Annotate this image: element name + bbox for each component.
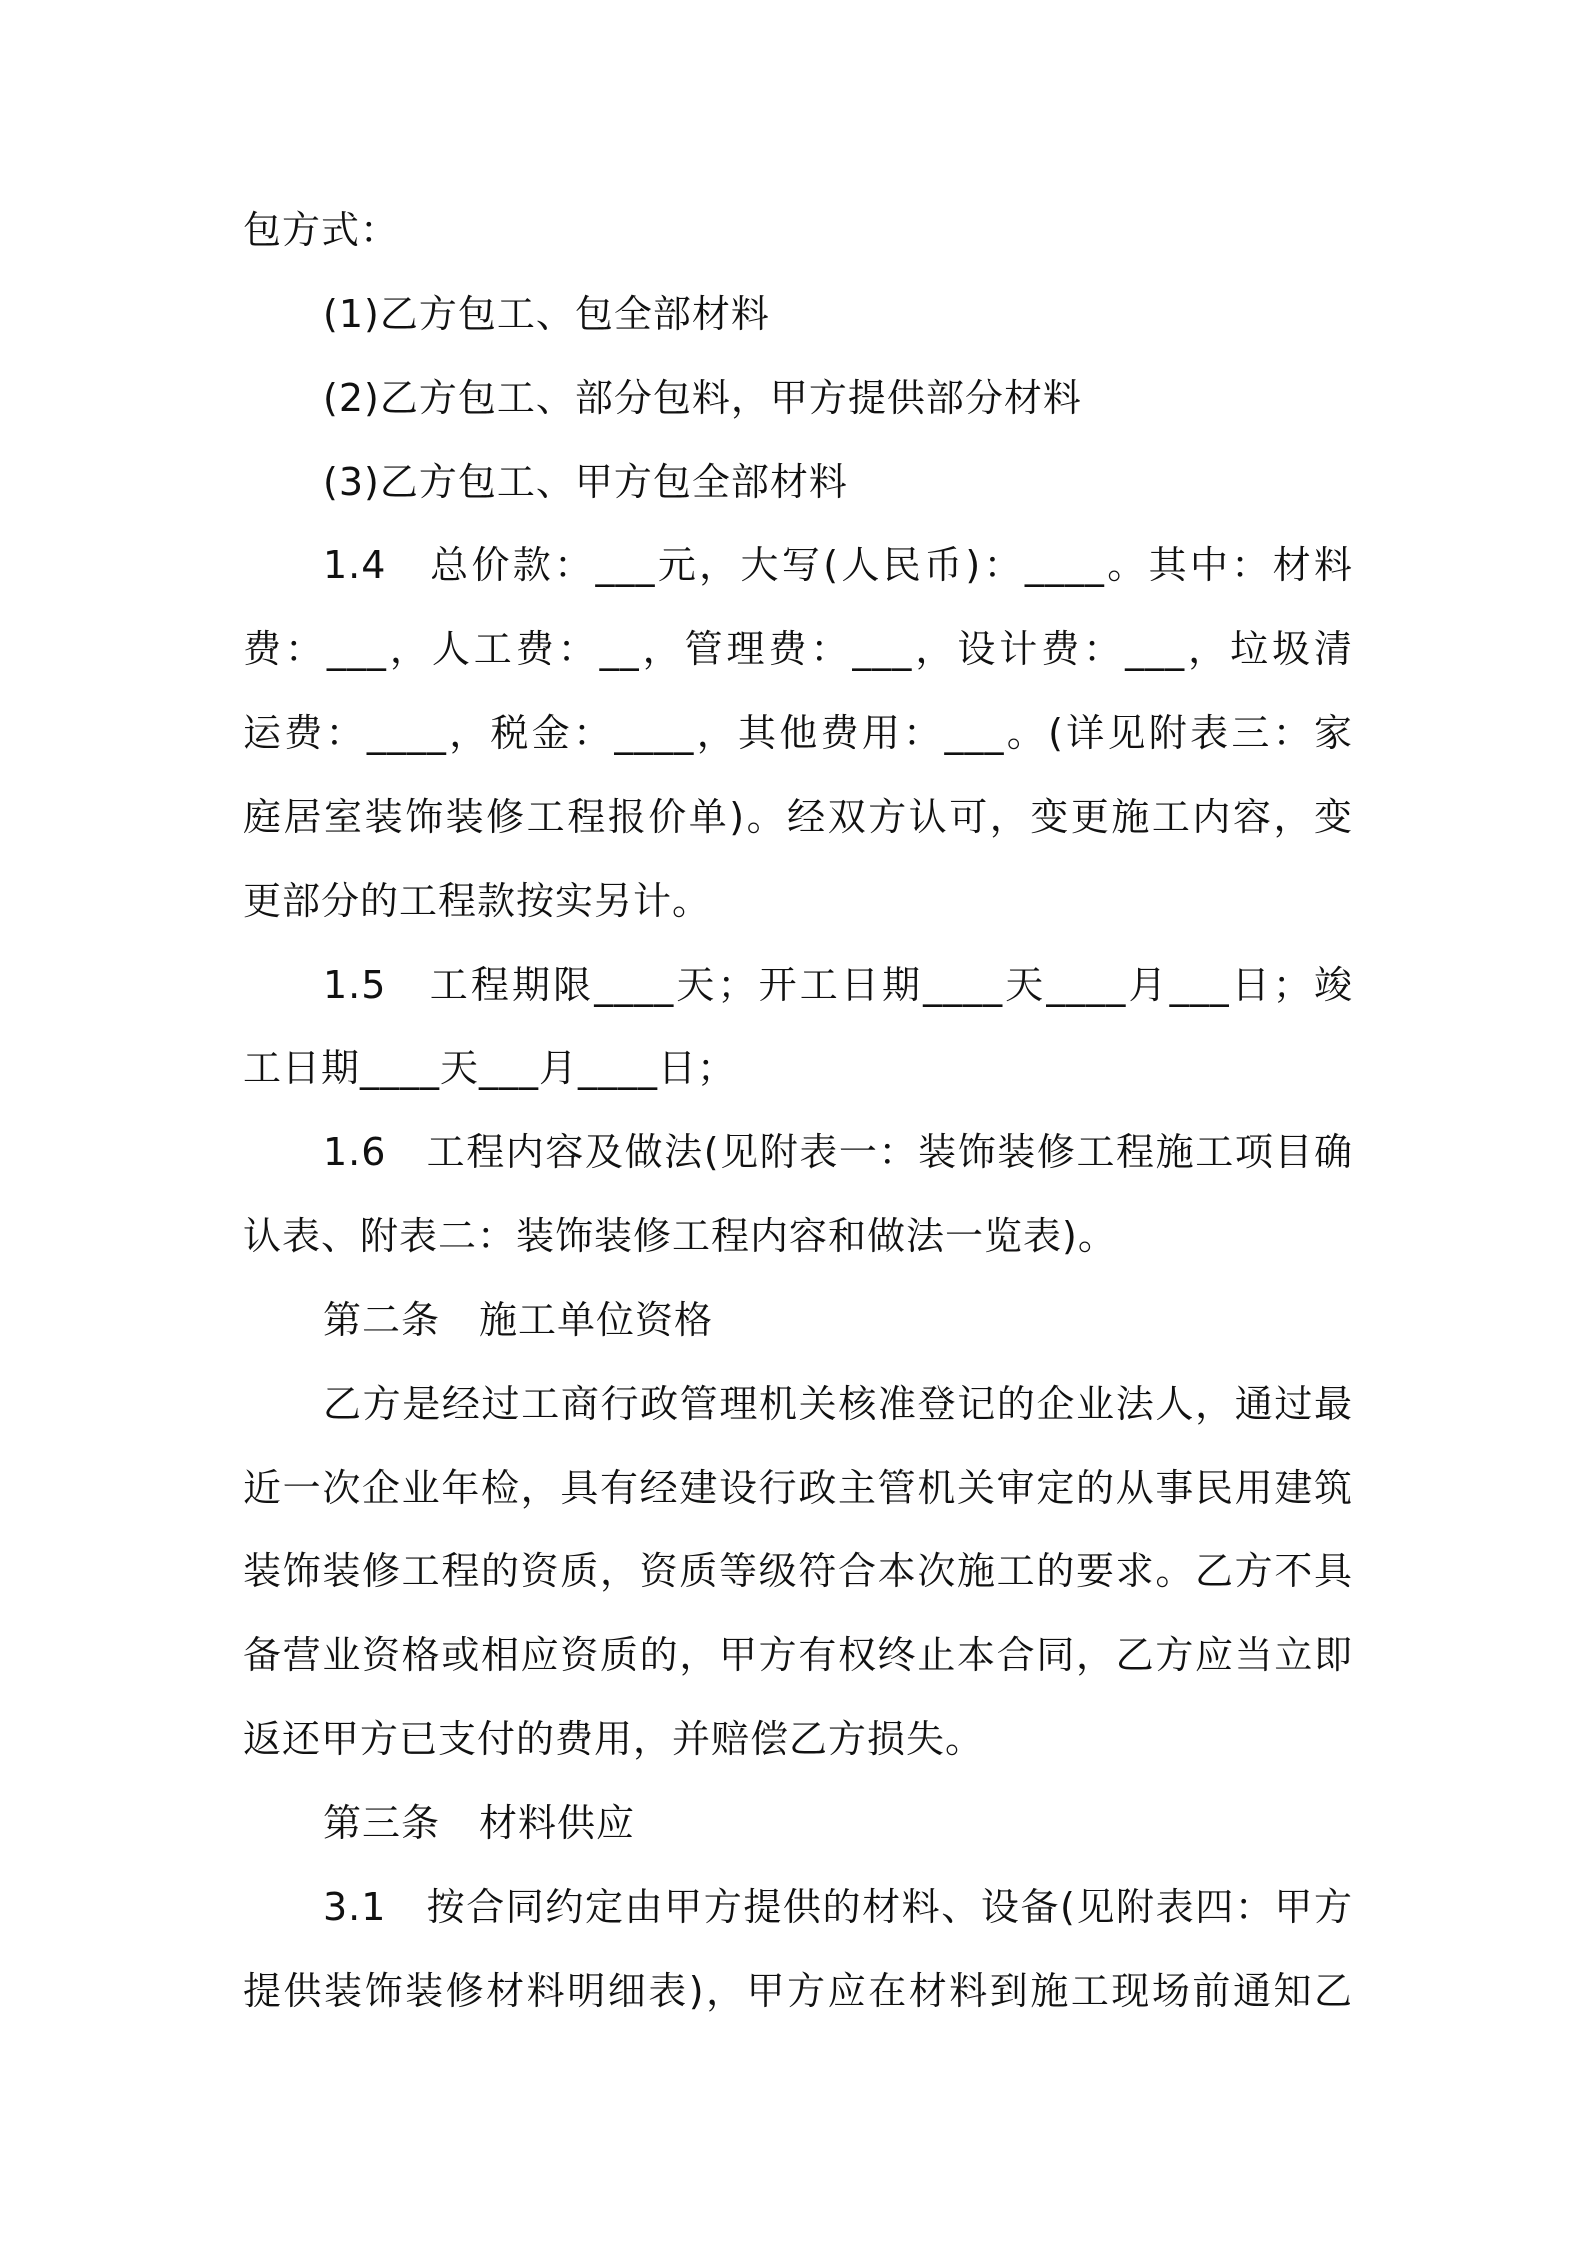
text-line-1-4-cost-breakdown: 费：___，人工费：__，管理费：___，设计费：___，垃圾清 xyxy=(243,627,1353,671)
text-line-1-5-completion-date: 工日期____天___月____日； xyxy=(243,1046,737,1090)
text-line-option-1: (1)乙方包工、包全部材料 xyxy=(323,292,770,336)
text-line-article-2-2: 近一次企业年检，具有经建设行政主管机关审定的从事民用建筑 xyxy=(243,1466,1353,1510)
text-line-1-4-price: 1.4 总价款：___元，大写(人民币)：____。其中：材料 xyxy=(323,543,1353,587)
section-heading-article-3: 第三条 材料供应 xyxy=(323,1801,636,1845)
text-line-1-4-fees: 运费：____，税金：____，其他费用：___。(详见附表三：家 xyxy=(243,711,1353,755)
text-line-article-2-3: 装饰装修工程的资质，资质等级符合本次施工的要求。乙方不具 xyxy=(243,1549,1353,1593)
text-line-contract-mode-heading: 包方式： xyxy=(243,208,400,252)
text-line-article-2-1: 乙方是经过工商行政管理机关核准登记的企业法人，通过最 xyxy=(323,1382,1353,1426)
text-line-article-2-4: 备营业资格或相应资质的，甲方有权终止本合同，乙方应当立即 xyxy=(243,1633,1353,1677)
text-line-1-6-scope: 1.6 工程内容及做法(见附表一：装饰装修工程施工项目确 xyxy=(323,1130,1353,1174)
text-line-3-1: 3.1 按合同约定由甲方提供的材料、设备(见附表四：甲方 xyxy=(323,1885,1353,1929)
text-line-option-2: (2)乙方包工、部分包料，甲方提供部分材料 xyxy=(323,376,1082,420)
text-line-1-6-scope-continued: 认表、附表二：装饰装修工程内容和做法一览表)。 xyxy=(243,1214,1117,1258)
text-line-1-4-change-note: 更部分的工程款按实另计。 xyxy=(243,879,712,923)
section-heading-article-2: 第二条 施工单位资格 xyxy=(323,1298,714,1342)
text-line-1-4-quote-reference: 庭居室装饰装修工程报价单)。经双方认可，变更施工内容，变 xyxy=(243,795,1353,839)
text-line-3-1-continued: 提供装饰装修材料明细表)，甲方应在材料到施工现场前通知乙 xyxy=(243,1969,1353,2013)
text-line-article-2-5: 返还甲方已支付的费用，并赔偿乙方损失。 xyxy=(243,1717,985,1761)
text-line-1-5-duration: 1.5 工程期限____天；开工日期____天____月___日；竣 xyxy=(323,963,1353,1007)
text-line-option-3: (3)乙方包工、甲方包全部材料 xyxy=(323,460,848,504)
